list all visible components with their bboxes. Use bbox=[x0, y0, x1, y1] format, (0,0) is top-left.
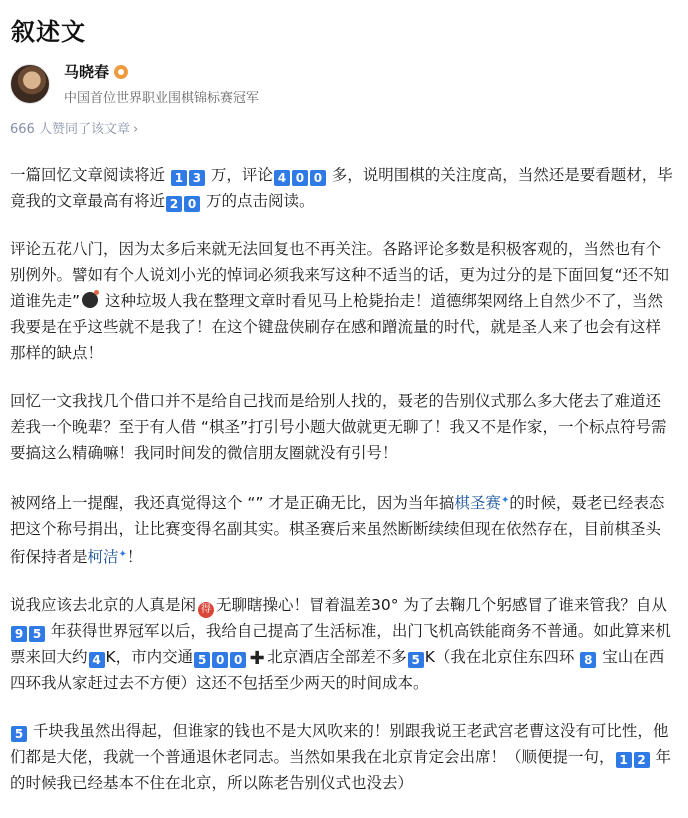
author-avatar[interactable] bbox=[10, 64, 50, 104]
text: 宝山在西四环我从家赶过去不方便）这还不包括至少两天的时间成本。 bbox=[10, 648, 665, 692]
keycap-digit: 9 bbox=[11, 626, 27, 642]
keycap-digit: 8 bbox=[580, 652, 596, 668]
likes-link[interactable] bbox=[10, 118, 138, 137]
text: 年获得世界冠军以后，我给自己提高了生活标准，出门飞机高铁能商务不普通。如此算来机票来回大约 bbox=[10, 622, 671, 666]
keycap-digit: 1 bbox=[171, 170, 187, 186]
verified-badge-icon bbox=[114, 65, 128, 79]
author-name[interactable]: 马晓春 bbox=[64, 63, 110, 81]
author-card bbox=[10, 61, 259, 106]
text: 千块我虽然出得起，但谁家的钱也不是大风吹来的！别跟我说王老武宫老曹这没有可比性，他们都是大佬，我就一个普通退休老同志。当然如果我在北京肯定会出席！（顺便提一句， bbox=[10, 722, 669, 766]
author-info bbox=[64, 61, 259, 106]
kejie-link[interactable]: 柯洁 bbox=[87, 548, 119, 566]
keycap-digit: 0 bbox=[184, 196, 200, 212]
text: K（我在北京住东四环 bbox=[424, 648, 580, 666]
sparkle-icon: ✦ bbox=[118, 549, 127, 560]
keycap-digit: 2 bbox=[166, 196, 182, 212]
text: 一篇回忆文章阅读将近 bbox=[10, 166, 170, 184]
text: 的时候，聂老已经表态把这个称号捐出，让比赛变得名副其实。棋圣赛后来虽然断断续续但现在依然存在，目前棋圣头衔保持者是 bbox=[10, 494, 665, 566]
paragraph-2 bbox=[10, 236, 676, 366]
text: 这种垃圾人我在整理文章时看见马上枪毙抬走！道德绑架网络上自然少不了，当然我要是在乎这些就不是我了！在这个键盘侠刷存在感和蹭流量的时代，就是圣人来了也会有这样那样的缺点！ bbox=[10, 292, 663, 362]
text: 万的点击阅读。 bbox=[201, 192, 315, 210]
plus-emoji-icon: ✚ bbox=[249, 648, 265, 669]
article-title: 叙述文 bbox=[11, 18, 86, 46]
keycap-digit: 0 bbox=[212, 652, 228, 668]
chevron-right-icon: › bbox=[132, 122, 139, 137]
text: 万，评论 bbox=[205, 166, 273, 184]
paragraph-1 bbox=[10, 162, 676, 214]
keycap-digit: 3 bbox=[189, 170, 205, 186]
keycap-digit: 0 bbox=[310, 170, 326, 186]
keycap-digit: 4 bbox=[89, 652, 105, 668]
de-emoji-icon: 得 bbox=[198, 602, 214, 618]
bomb-emoji-icon bbox=[82, 292, 98, 308]
keycap-digit: 0 bbox=[230, 652, 246, 668]
keycap-digit: 0 bbox=[292, 170, 308, 186]
keycap-digit: 4 bbox=[274, 170, 290, 186]
text: K，市内交通 bbox=[105, 648, 194, 666]
author-description: 中国首位世界职业围棋锦标赛冠军 bbox=[64, 91, 260, 106]
keycap-digit: 5 bbox=[408, 652, 424, 668]
text: 北京酒店全部差不多 bbox=[267, 648, 407, 666]
text: 说我应该去北京的人真是闲 bbox=[10, 596, 197, 614]
text: 评论五花八门，因为太多后来就无法回复也不再关注。各路评论多数是积极客观的，当然也有个别例外。譬如有个人说刘小光的悼词必须我来写这种不适当的话，更为过分的是下面回复“还不知道谁先走” bbox=[10, 240, 670, 310]
likes-text: 666 人赞同了该文章 bbox=[10, 122, 130, 137]
text: 多，说明围棋的关注度高，当然还是要看题材，毕竟我的文章最高有将近 bbox=[10, 166, 673, 210]
paragraph-5 bbox=[10, 592, 676, 696]
text: 回忆一文我找几个借口并不是给自己找而是给别人找的，聂老的告别仪式那么多大佬去了难道还差我一个晚辈？至于有人借 “棋圣”打引号小题大做就更无聊了！我又不是作家，一个标点符号需要搞这么精确嘛！我同时间发的微信朋友圈就没有引号！ bbox=[10, 392, 667, 462]
keycap-digit: 1 bbox=[616, 752, 632, 768]
text: 被网络上一提醒，我还真觉得这个 “” 才是正确无比，因为当年搞 bbox=[10, 494, 455, 512]
paragraph-3 bbox=[10, 388, 676, 466]
text: ！ bbox=[126, 548, 143, 566]
article-body bbox=[10, 162, 676, 818]
text: 年的时候我已经基本不住在北京，所以陈老告别仪式也没去） bbox=[10, 748, 671, 792]
author-name-row bbox=[64, 61, 259, 82]
qisheng-link[interactable]: 棋圣赛 bbox=[454, 494, 501, 512]
keycap-digit: 5 bbox=[11, 726, 27, 742]
paragraph-6 bbox=[10, 718, 676, 796]
sparkle-icon: ✦ bbox=[500, 495, 510, 506]
text: 无聊瞎操心！冒着温差30° 为了去鞠几个躬感冒了谁来管我？自从 bbox=[216, 596, 667, 614]
paragraph-4 bbox=[10, 488, 676, 570]
keycap-digit: 5 bbox=[29, 626, 45, 642]
keycap-digit: 5 bbox=[194, 652, 210, 668]
keycap-digit: 2 bbox=[634, 752, 650, 768]
